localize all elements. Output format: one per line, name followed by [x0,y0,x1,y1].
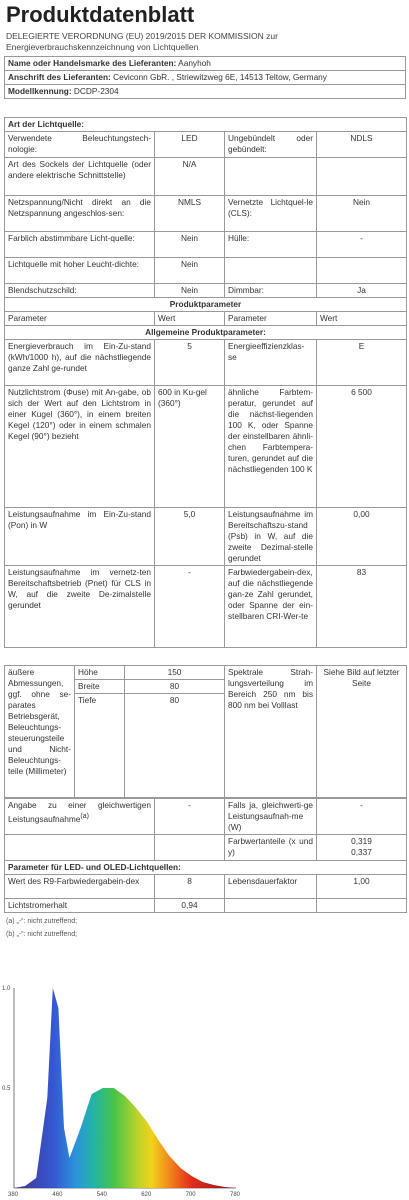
led-value: 0,94 [155,899,225,913]
x-tick-label: 460 [52,1192,63,1198]
chromaticity-label: Farbwertanteile (x und y) [225,835,317,861]
type-label: Blendschutzschild: [5,284,155,298]
equiv-label: Angabe zu einer gleichwertigen Leistungsaufnahme$^{(a)}$ [5,799,155,835]
supplier-address-label: Anschrift des Lieferanten: [8,72,111,82]
type-value: LED [155,132,225,158]
param-label: Farbwiedergabein-dex, auf die nächstliegende gan-ze Zahl gerundet, oder Spanne der ein-stellbaren CRI-Wer-te [225,566,317,648]
dim-depth-value: 80 [125,694,225,798]
type-value [317,158,407,196]
type-label: Hülle: [225,232,317,258]
param-value: 5 [155,340,225,386]
param-label: Leistungsaufnahme im Bereitschaftszu-stand (Psb) in W, auf die zweite Dezimal-stelle gerundet [225,508,317,566]
led-label: Lebensdauerfaktor [225,875,317,899]
model-label: Modellkennung: [8,86,72,96]
param-label: Leistungsaufnahme im Ein-Zu-stand (Pon) in W [5,508,155,566]
dim-depth-label: Tiefe [75,694,125,798]
equiv-table [4,798,407,913]
param-value: 5,0 [155,508,225,566]
general-params-heading: Allgemeine Produktparameter: [5,326,407,340]
type-section-heading: Art der Lichtquelle: [5,118,407,132]
page-subtitle: DELEGIERTE VERORDNUNG (EU) 2019/2015 DER KOMMISSION zur Energieverbrauchskennzeichnung von Lichtquellen [6,31,278,52]
type-value: N/A [155,158,225,196]
x-tick-label: 780 [230,1192,241,1198]
type-value: Nein [155,284,225,298]
param-value: E [317,340,407,386]
type-label: Ungebündelt oder gebündelt: [225,132,317,158]
footnote-b: (b) „-“: nicht zutreffend; [6,931,78,938]
spectrum-chart [0,980,409,1200]
x-tick-label: 620 [141,1192,152,1198]
equiv-watts-value: - [317,799,407,835]
x-tick-label: 700 [185,1192,196,1198]
type-value: NMLS [155,196,225,232]
equiv-label-text: Angabe zu einer gleichwertigen Leistungsaufnahme [8,800,151,824]
type-value: Ja [317,284,407,298]
page-title: Produktdatenblatt [6,2,195,27]
col-header-value: Wert [155,312,225,326]
type-value: Nein [317,196,407,232]
empty-cell [5,835,155,861]
footnote-a: (a) „-“: nicht zutreffend; [6,918,78,925]
param-label: ähnliche Farbtem-peratur, gerundet auf die nächst-liegenden 100 K, oder Spanne der einstellbaren ähnli-chen Farbtempera-turen, gerundet auf die nächstliegenden 100 K [225,386,317,508]
spectrum-label: Spektrale Strah-lungsverteilung im Bereich 250 nm bis 800 nm bei Volllast [225,666,317,798]
dim-height-label: Höhe [75,666,125,680]
y-ticks [2,986,11,1092]
spectrum-area-group [14,988,236,1188]
param-value: 0,00 [317,508,407,566]
type-value: NDLS [317,132,407,158]
type-label [225,258,317,284]
type-value: - [317,232,407,258]
y-tick-label: 0.5 [2,1086,11,1092]
led-value [317,899,407,913]
col-header-value: Wert [317,312,407,326]
led-value: 1,00 [317,875,407,899]
spectrum-value: Siehe Bild auf letzter Seite [317,666,407,798]
chromaticity-value [317,835,407,861]
led-value: 8 [155,875,225,899]
type-value: Nein [155,232,225,258]
type-label: Vernetzte Lichtquel-le (CLS): [225,196,317,232]
equiv-watts-label: Falls ja, gleichwerti-ge Leistungsaufnah-me (W) [225,799,317,835]
type-label: Verwendete Beleuchtungstech-nologie: [5,132,155,158]
led-section-heading: Parameter für LED- und OLED-Lichtquellen: [5,861,407,875]
spectrum-area [14,988,236,1188]
chromaticity-x: 0,319 [351,836,372,846]
type-label [225,158,317,196]
led-label: Lichtstromerhalt [5,899,155,913]
supplier-address-row [5,71,406,85]
type-value [317,258,407,284]
type-label: Dimmbar: [225,284,317,298]
type-label: Farblich abstimmbare Licht-quelle: [5,232,155,258]
empty-cell [155,835,225,861]
type-value: Nein [155,258,225,284]
type-label: Art des Sockels der Lichtquelle (oder andere elektrische Schnittstelle) [5,158,155,196]
param-label: Leistungsaufnahme im vernetz-ten Bereitschaftsbetrieb (Pnet) für CLS in W, auf die zweite De-zimalstelle gerundet [5,566,155,648]
x-tick-label: 540 [96,1192,107,1198]
param-value: - [155,566,225,648]
type-label: Netzspannung/Nicht direkt an die Netzspannung angeschlos-sen: [5,196,155,232]
dim-width-label: Breite [75,680,125,694]
param-label: Nutzlichtstrom (Φuse) mit An-gabe, ob sich der Wert auf den Lichtstrom in einer Kugel (360°), in einem breiten Kegel (120°) oder in einem schmalen Kegel (90°) bezieht [5,386,155,508]
col-header-param: Parameter [225,312,317,326]
param-value: 6 500 [317,386,407,508]
dim-width-value: 80 [125,680,225,694]
led-label: Wert des R9-Farbwiedergabein-dex [5,875,155,899]
supplier-name-label: Name oder Handelsmarke des Lieferanten: [8,58,177,68]
model-row [5,85,406,99]
supplier-table [4,56,406,99]
dim-height-value: 150 [125,666,225,680]
supplier-name-row [5,57,406,71]
param-value: 600 in Ku-gel (360°) [155,386,225,508]
col-header-param: Parameter [5,312,155,326]
y-tick-label: 1.0 [2,986,11,992]
product-params-heading: Produktparameter [5,298,407,312]
chromaticity-y: 0,337 [351,847,372,857]
model-id: DCDP-2304 [73,86,119,96]
led-label [225,899,317,913]
dims-table [4,665,407,798]
x-tick-label: 380 [8,1192,19,1198]
supplier-name: Aanyhoh [178,58,211,68]
dims-label: äußere Abmessungen, ggf. ohne se-parates Betriebsgerät, Beleuchtungs-steuerungsteile und Nicht-Beleuchtungs-teile (Millimeter) [5,666,75,798]
x-ticks [8,1192,241,1198]
type-table [4,117,407,648]
equiv-value: - [155,799,225,835]
type-label: Lichtquelle mit hoher Leucht-dichte: [5,258,155,284]
param-label: Energieeffizienzklas-se [225,340,317,386]
param-label: Energieverbrauch im Ein-Zu-stand (kWh/1000 h), auf die nächstliegende ganze Zahl ge-rundet [5,340,155,386]
supplier-address: Ceviconn GbR. , Striewitzweg 6E, 14513 Teltow, Germany [113,72,327,82]
param-value: 83 [317,566,407,648]
